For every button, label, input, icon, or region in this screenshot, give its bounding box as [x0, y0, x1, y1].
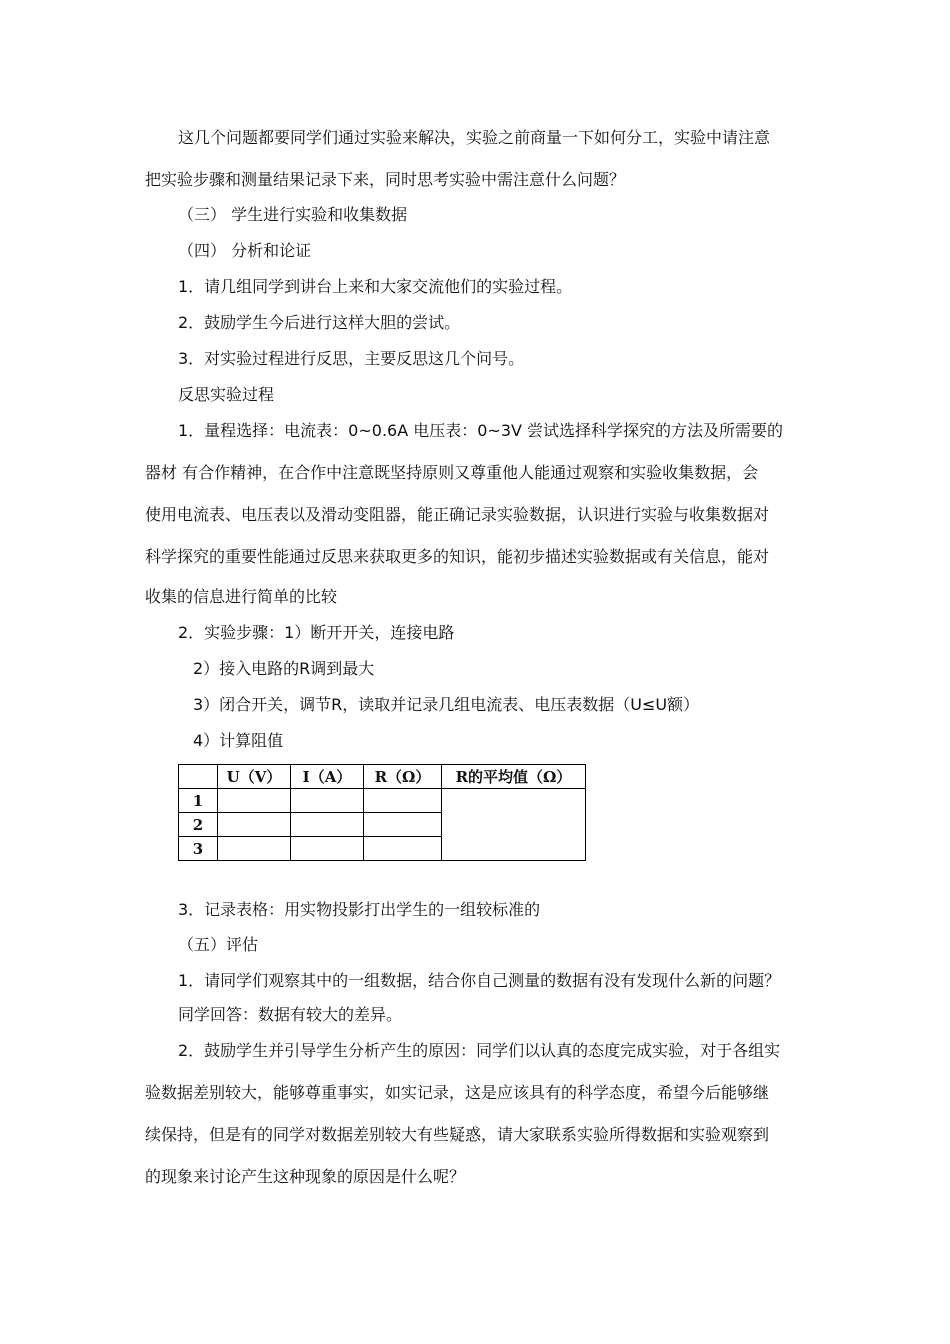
paragraph-line: 1．请几组同学到讲台上来和大家交流他们的实验过程。 [178, 277, 573, 296]
paragraph-line: 3．对实验过程进行反思，主要反思这几个问号。 [178, 349, 525, 368]
row-number: 1 [179, 789, 218, 813]
table-header-cell: R的平均值（Ω） [442, 765, 586, 789]
paragraph-line: 2．鼓励学生今后进行这样大胆的尝试。 [178, 313, 461, 332]
table-header-cell: I（A） [291, 765, 364, 789]
paragraph-line: 2）接入电路的R调到最大 [193, 659, 375, 678]
paragraph-line: 把实验步骤和测量结果记录下来，同时思考实验中需注意什么问题？ [145, 170, 626, 189]
paragraph-line: 收集的信息进行简单的比较 [145, 587, 338, 606]
table-header-cell [179, 765, 218, 789]
paragraph-line: （三） 学生进行实验和收集数据 [178, 205, 408, 224]
paragraph-line: 1．量程选择：电流表：0~0.6A 电压表：0~3V 尝试选择科学探究的方法及所需要的 [178, 421, 784, 440]
paragraph-line: 2．鼓励学生并引导学生分析产生的原因：同学们以认真的态度完成实验，对于各组实 [178, 1041, 781, 1060]
resistance-data-table [178, 764, 586, 861]
table-cell [291, 837, 364, 861]
paragraph-line: 4）计算阻值 [193, 731, 284, 750]
average-cell [442, 789, 586, 861]
table-header-row [179, 765, 586, 789]
table-cell [364, 813, 442, 837]
table-cell [364, 837, 442, 861]
paragraph-line: 科学探究的重要性能通过反思来获取更多的知识，能初步描述实验数据或有关信息，能对 [145, 547, 770, 566]
paragraph-line: 3．记录表格：用实物投影打出学生的一组较标准的 [178, 900, 541, 919]
table-cell [218, 813, 291, 837]
table-header-cell: U（V） [218, 765, 291, 789]
paragraph-line: 续保持，但是有的同学对数据差别较大有些疑惑，请大家联系实验所得数据和实验观察到 [145, 1125, 770, 1144]
table-header-cell: R（Ω） [364, 765, 442, 789]
table-cell [218, 789, 291, 813]
paragraph-line: 1．请同学们观察其中的一组数据，结合你自己测量的数据有没有发现什么新的问题？ [178, 971, 781, 990]
paragraph-line: 器材 有合作精神，在合作中注意既坚持原则又尊重他人能通过观察和实验收集数据，会 [145, 463, 759, 482]
table-cell [218, 837, 291, 861]
paragraph-line: 3）闭合开关，调节R，读取并记录几组电流表、电压表数据（U≤U额） [193, 695, 700, 714]
paragraph-line: 验数据差别较大，能够尊重事实，如实记录，这是应该具有的科学态度，希望今后能够继 [145, 1083, 770, 1102]
paragraph-line: （四） 分析和论证 [178, 241, 312, 260]
paragraph-line: 使用电流表、电压表以及滑动变阻器，能正确记录实验数据，认识进行实验与收集数据对 [145, 505, 770, 524]
table-row [179, 789, 586, 813]
row-number: 3 [179, 837, 218, 861]
paragraph-line: 的现象来讨论产生这种现象的原因是什么呢？ [145, 1167, 466, 1186]
row-number: 2 [179, 813, 218, 837]
table-cell [291, 789, 364, 813]
paragraph-line: （五）评估 [178, 935, 259, 954]
table-cell [291, 813, 364, 837]
table-cell [364, 789, 442, 813]
paragraph-line: 这几个问题都要同学们通过实验来解决，实验之前商量一下如何分工，实验中请注意 [178, 128, 771, 147]
paragraph-line: 反思实验过程 [178, 385, 275, 404]
paragraph-line: 2．实验步骤：1）断开开关，连接电路 [178, 623, 455, 642]
paragraph-line: 同学回答：数据有较大的差异。 [178, 1005, 403, 1024]
